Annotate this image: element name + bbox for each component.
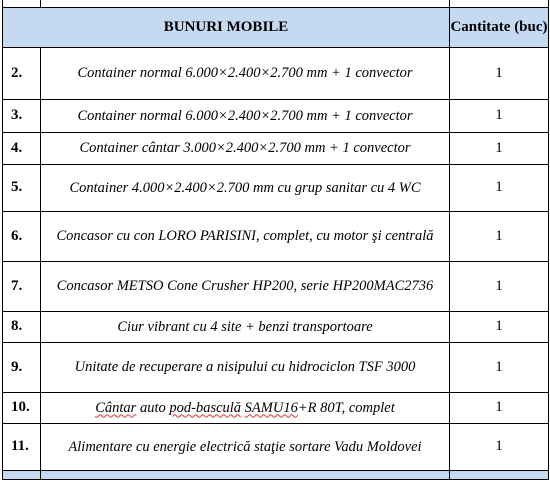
row-quantity: 1 xyxy=(450,99,549,132)
desc-part: auto xyxy=(136,399,170,416)
row-number: 2. xyxy=(3,47,41,99)
row-quantity: 1 xyxy=(450,423,549,470)
table-row xyxy=(3,392,549,423)
desc-part: +R 80T, complet xyxy=(297,399,395,416)
row-number: 5. xyxy=(3,164,41,211)
row-number: 4. xyxy=(3,132,41,164)
header-quantity: Cantitate (buc) xyxy=(450,7,549,47)
desc-part: SAMU16 xyxy=(244,399,298,416)
row-description: Container cântar 3.000×2.400×2.700 mm + 1 convector xyxy=(41,132,450,164)
row-quantity: 1 xyxy=(450,164,549,211)
row-description: Concasor cu con LORO PARISINI, complet, cu motor şi centrală xyxy=(41,211,450,261)
row-description: Container normal 6.000×2.400×2.700 mm + 1 convector xyxy=(41,47,450,99)
row-description: Container normal 6.000×2.400×2.700 mm + 1 convector xyxy=(41,99,450,132)
row-number: 3. xyxy=(3,99,41,132)
header-item: BUNURI MOBILE xyxy=(3,7,450,47)
table-header xyxy=(3,7,549,47)
row-description: Concasor METSO Cone Crusher HP200, serie HP200MAC2736 xyxy=(41,261,450,311)
row-number: 10. xyxy=(3,392,41,423)
table-row xyxy=(3,261,549,311)
row-number: 7. xyxy=(3,261,41,311)
row-quantity: 1 xyxy=(450,211,549,261)
table-row xyxy=(3,99,549,132)
row-quantity: 1 xyxy=(450,132,549,164)
table-footer-strip xyxy=(3,470,549,479)
row-number: 8. xyxy=(3,311,41,342)
row-quantity: 1 xyxy=(450,311,549,342)
row-description xyxy=(41,392,450,423)
row-quantity: 1 xyxy=(450,392,549,423)
row-quantity: 1 xyxy=(450,342,549,392)
row-number: 9. xyxy=(3,342,41,392)
table-top-strip xyxy=(3,0,549,7)
desc-part: Cântar xyxy=(95,399,137,416)
row-quantity: 1 xyxy=(450,47,549,99)
row-quantity: 1 xyxy=(450,261,549,311)
row-description: Container 4.000×2.400×2.700 mm cu grup sanitar cu 4 WC xyxy=(41,164,450,211)
row-number: 11. xyxy=(3,423,41,470)
table-row xyxy=(3,132,549,164)
table-row xyxy=(3,47,549,99)
desc-part: pod-basculă xyxy=(169,399,242,416)
inventory-table xyxy=(2,0,549,480)
row-number: 6. xyxy=(3,211,41,261)
row-description: Alimentare cu energie electrică staţie sortare Vadu Moldovei xyxy=(41,423,450,470)
row-description: Unitate de recuperare a nisipului cu hidrociclon TSF 3000 xyxy=(41,342,450,392)
table-row xyxy=(3,211,549,261)
table-row xyxy=(3,164,549,211)
table-row xyxy=(3,423,549,470)
table-row xyxy=(3,342,549,392)
row-description: Ciur vibrant cu 4 site + benzi transportoare xyxy=(41,311,450,342)
table-row xyxy=(3,311,549,342)
